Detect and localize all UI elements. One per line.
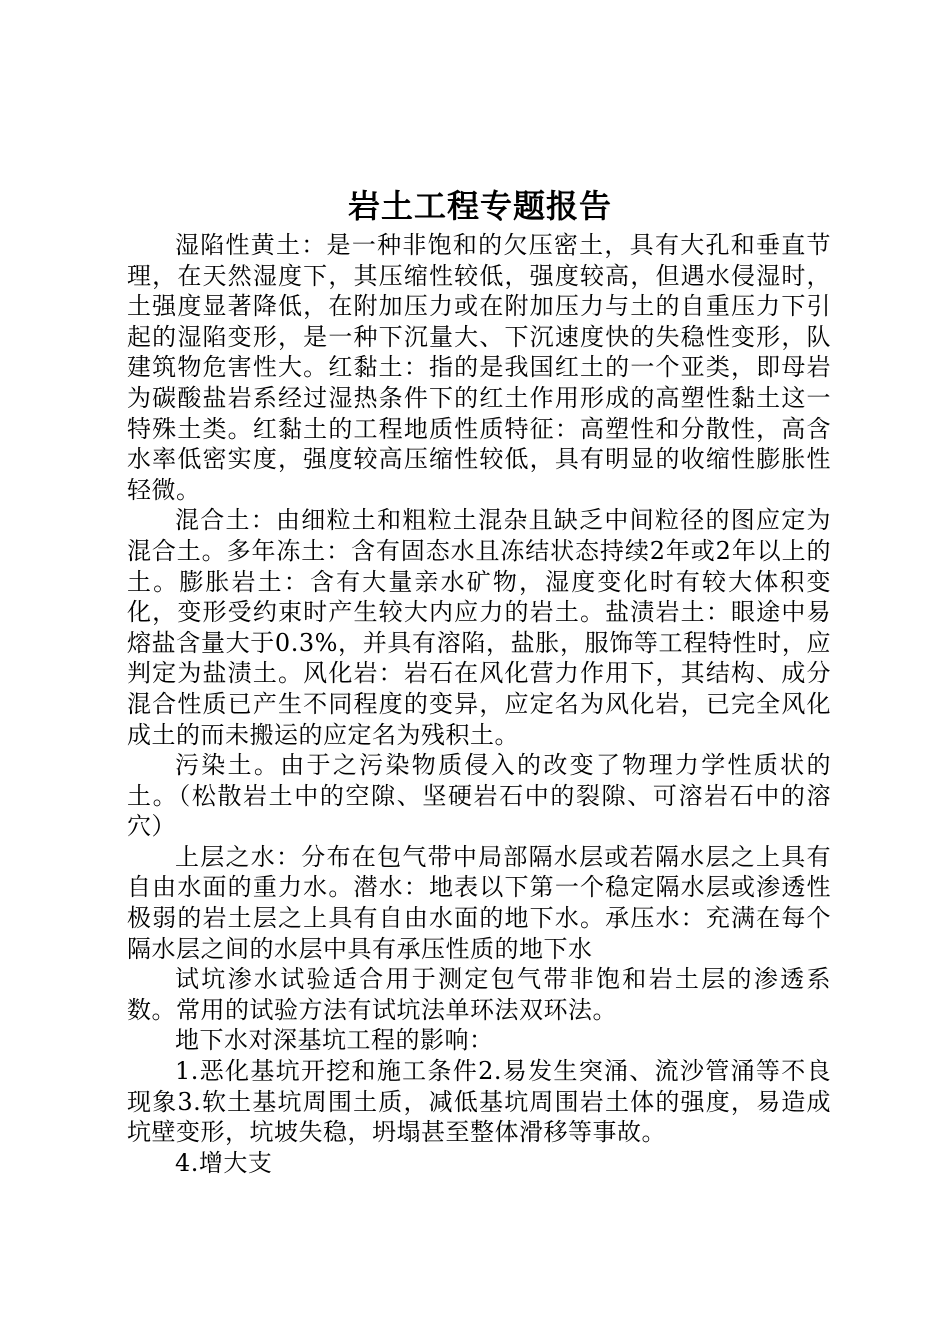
paragraph-mixed-soil: 混合土：由细粒土和粗粒土混杂且缺乏中间粒径的图应定为混合土。多年冻土：含有固态水且冻结状态持续2年或2年以上的土。膨胀岩土：含有大量亲水矿物，湿度变化时有较大体积变化，变形受约束时产生较大内应力的岩土。盐渍岩土：眼途中易熔盐含量大于0.3%，并具有溶陷，盐胀，服饰等工程特性时，应判定为盐渍土。风化岩：岩石在风化营力作用下，其结构、成分混合性质已产生不同程度的变异，应定名为风化岩，已完全风化成土的而未搬运的应定名为残积土。 — [127, 506, 831, 749]
paragraph-pit-infiltration-test: 试坑渗水试验适合用于测定包气带非饱和岩土层的渗透系数。常用的试验方法有试坑法单环法双环法。 — [127, 965, 831, 1024]
document-body — [127, 230, 831, 1178]
paragraph-truncated-item: 4.增大支 — [175, 1148, 273, 1177]
paragraph-contaminated-soil: 污染土。由于之污染物质侵入的改变了物理力学性质状的土。（松散岩土中的空隙、坚硬岩石中的裂隙、可溶岩石中的溶穴） — [127, 751, 831, 841]
paragraph-collapsible-loess-red-clay: 湿陷性黄土：是一种非饱和的欠压密土，具有大孔和垂直节理，在天然湿度下，其压缩性较低，强度较高，但遇水侵湿时，土强度显著降低，在附加压力或在附加压力与土的自重压力下引起的湿陷变形，是一种下沉量大、下沉速度快的失稳性变形，队建筑物危害性大。红黏土：指的是我国红土的一个亚类，即母岩为碳酸盐岩系经过湿热条件下的红土作用形成的高塑性黏土这一特殊土类。红黏土的工程地质性质特征：高塑性和分散性，高含水率低密实度，强度较高压缩性较低，具有明显的收缩性膨胀性轻微。 — [127, 231, 831, 504]
paragraph-groundwater-impact-heading: 地下水对深基坑工程的影响： — [175, 1026, 494, 1055]
document-title: 岩土工程专题报告 — [347, 187, 612, 225]
paragraph-groundwater-types: 上层之水：分布在包气带中局部隔水层或若隔水层之上具有自由水面的重力水。潜水：地表以下第一个稳定隔水层或渗透性极弱的岩土层之上具有自由水面的地下水。承压水：充满在每个隔水层之间的水层中具有承压性质的地下水 — [127, 842, 831, 963]
paragraph-impact-items: 1.恶化基坑开挖和施工条件2.易发生突涌、流沙管涌等不良现象3.软土基坑周围土质，减低基坑周围岩土体的强度，易造成坑壁变形，坑坡失稳，坍塌甚至整体滑移等事故。 — [127, 1057, 831, 1147]
